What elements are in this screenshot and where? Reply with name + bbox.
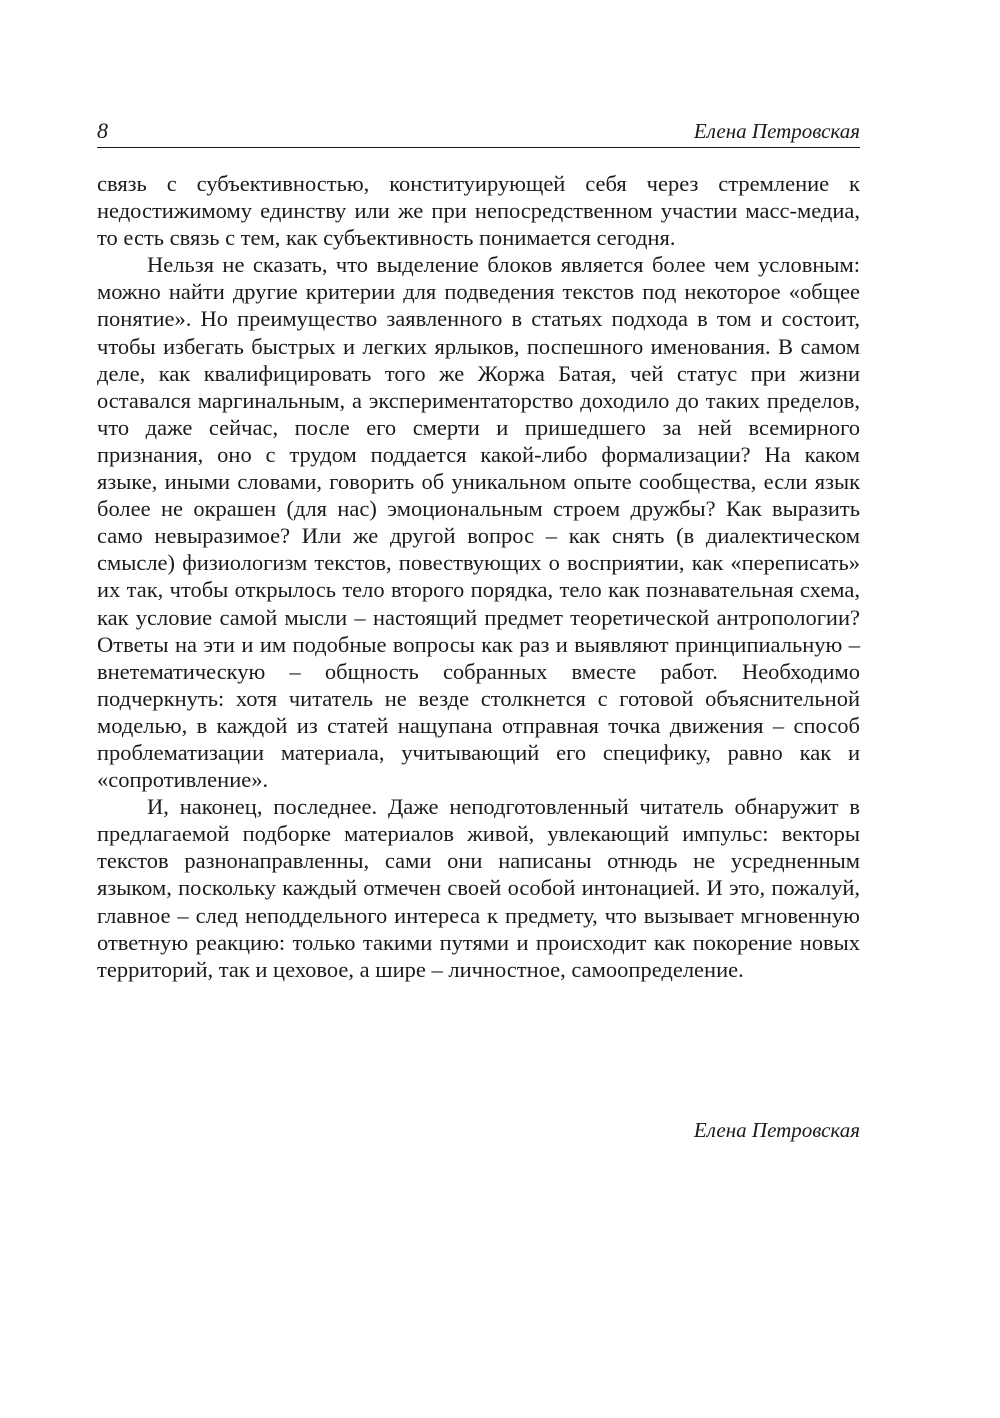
- body-text: [97, 170, 860, 983]
- page-number: 8: [97, 118, 108, 143]
- running-head: [97, 117, 860, 148]
- paragraph-3: И, наконец, последнее. Даже неподготовленный читатель обнаружит в предлагаемой подборке материалов живой, увлекающий импульс: векторы текстов разнонаправленны, сами они написаны отнюдь не усредненным языком, поскольку каждый отмечен своей особой интонацией. И это, пожалуй, главное – след неподдельного интереса к предмету, что вызывает мгновенную ответную реакцию: только такими путями и происходит как покорение новых территорий, так и цеховое, а шире – личностное, самоопределение.: [97, 794, 860, 982]
- running-title: Елена Петровская: [693, 119, 860, 143]
- paragraph-2: Нельзя не сказать, что выделение блоков является более чем условным: можно найти другие критерии для подведения текстов под некоторое «общее понятие». Но преимущество заявленного в статьях подхода в том и состоит, чтобы избегать быстрых и легких ярлыков, поспешного именования. В самом деле, как квалифицировать того же Жоржа Батая, чей статус при жизни оставался маргинальным, а экспериментаторство доходило до таких пределов, что даже сейчас, после его смерти и пришедшего за ней всемирного признания, оно с трудом поддается какой-либо формализации? На каком языке, иными словами, говорить об уникальном опыте сообщества, если язык более не окрашен (для нас) эмоциональным строем дружбы? Как выразить само невыразимое? Или же другой вопрос – как снять (в диалектическом смысле) физиологизм текстов, повествующих о восприятии, как «переписать» их так, чтобы открылось тело второго порядка, тело как познавательная схема, как условие самой мысли – настоящий предмет теоретической антропологии? Ответы на эти и им подобные вопросы как раз и выявляют принципиальную – внетематическую – общность собранных вместе работ. Необходимо подчеркнуть: хотя читатель не везде столкнется с готовой объяснительной моделью, в каждой из статей нащупана отправная точка движения – способ проблематизации материала, учитывающий его специфику, равно как и «сопротивление».: [97, 252, 860, 793]
- paragraph-1: связь с субъективностью, конституирующей себя через стремление к недостижимому единству или же при непосредственном участии масс-медиа, то есть связь с тем, как субъективность понимается сегодня.: [97, 171, 860, 251]
- author-signature: Елена Петровская: [693, 1118, 860, 1142]
